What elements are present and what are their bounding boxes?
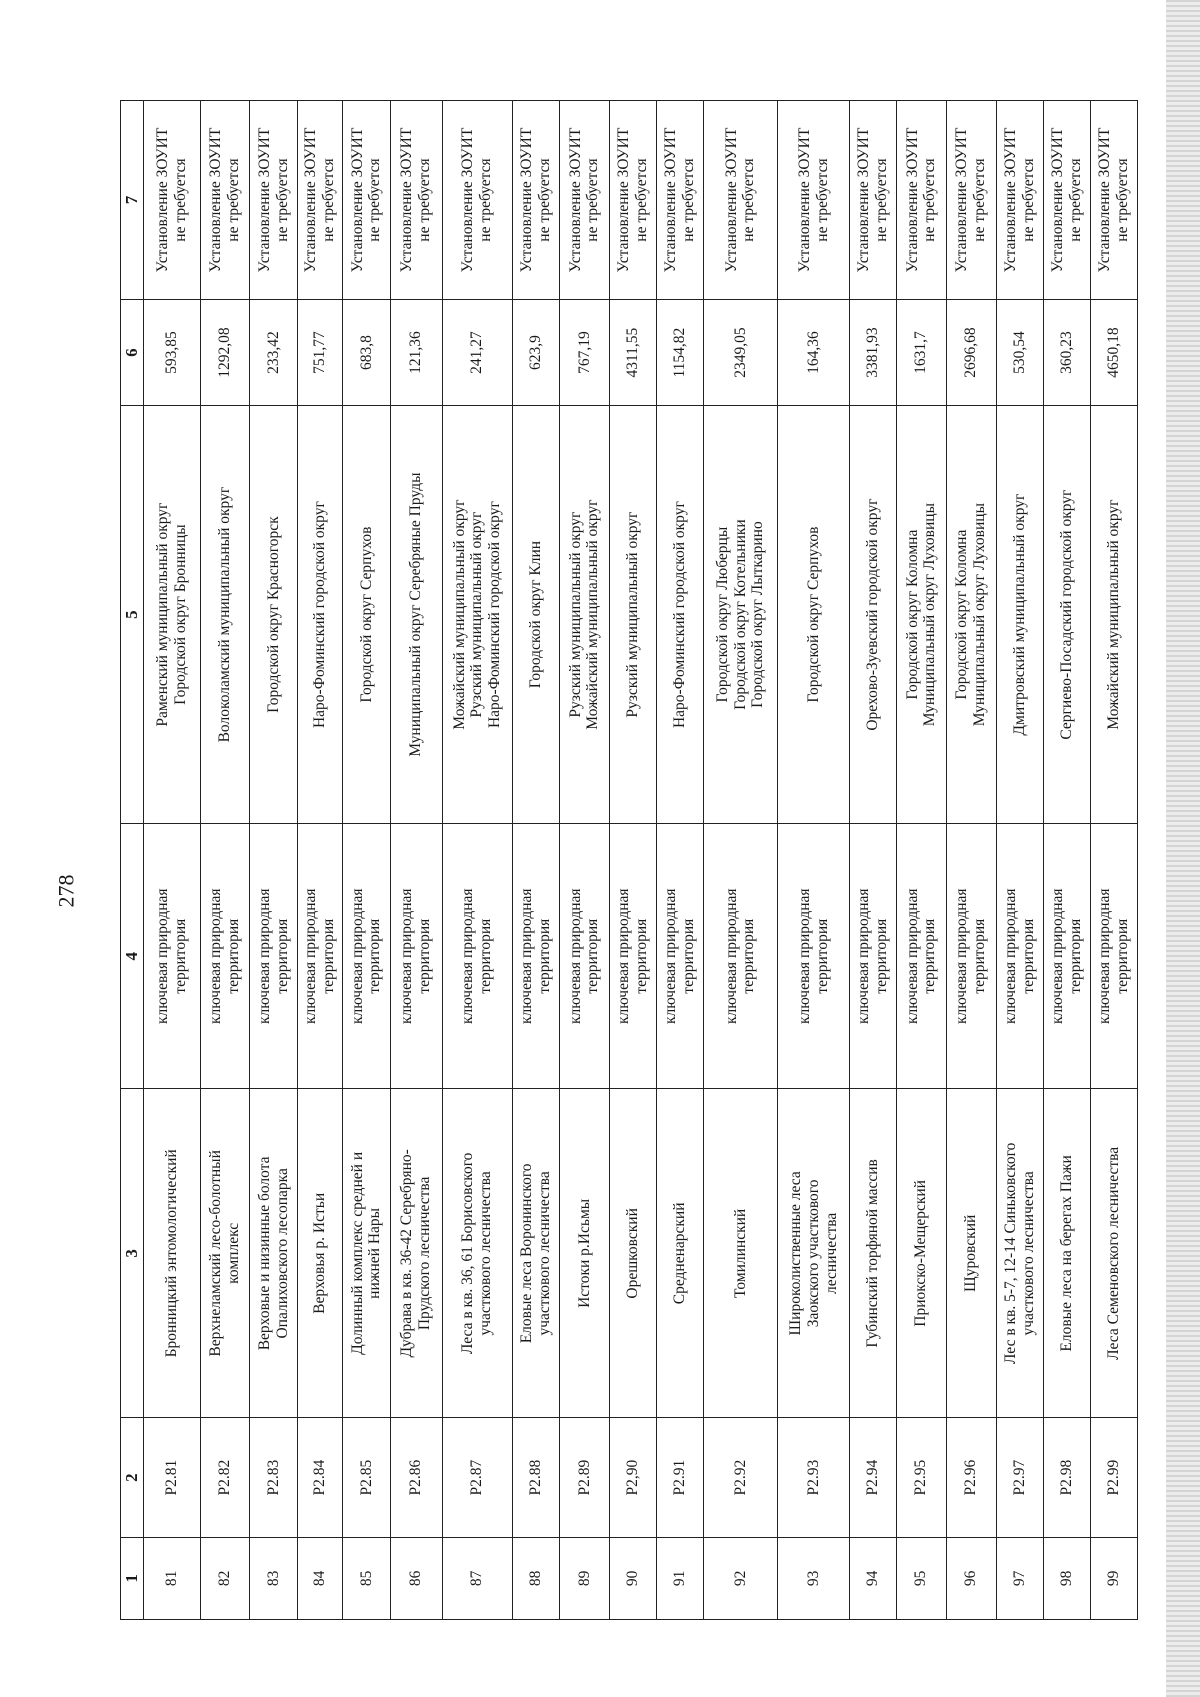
row-name: Приокско-Мещерский [896, 1089, 946, 1418]
row-zouit: Установление ЗОУИТ не требуется [343, 101, 391, 300]
row-number: 87 [442, 1537, 512, 1619]
row-type: ключевая природная территория [559, 824, 610, 1089]
row-code: P2.86 [390, 1418, 442, 1537]
row-code: P2.87 [442, 1418, 512, 1537]
column-header: 5 [121, 406, 144, 824]
table-row [703, 101, 777, 1620]
row-number: 83 [249, 1537, 298, 1619]
column-header: 4 [121, 824, 144, 1089]
table-row [610, 101, 657, 1620]
row-name: Орешковский [610, 1089, 657, 1418]
row-area: 751,77 [298, 300, 343, 406]
row-location: Городской округ Коломна Муниципальный округ Луховицы [896, 406, 946, 824]
row-name: Лес в кв. 5-7, 12-14 Синьковского участкового лесничества [996, 1089, 1044, 1418]
row-number: 90 [610, 1537, 657, 1619]
row-name: Истоки р.Исьмы [559, 1089, 610, 1418]
row-number: 81 [143, 1537, 200, 1619]
column-header: 7 [121, 101, 144, 300]
row-location: Городской округ Люберцы Городской округ Котельники Городской округ Лыткарино [703, 406, 777, 824]
row-number: 88 [512, 1537, 559, 1619]
table-rotated-wrapper [120, 100, 1138, 1620]
row-name: Верховые и низинные болота Опалиховского лесопарка [249, 1089, 298, 1418]
table-body [143, 101, 1137, 1620]
row-location: Сергиево-Посадский городской округ [1044, 406, 1091, 824]
row-number: 94 [850, 1537, 897, 1619]
row-type: ключевая природная территория [850, 824, 897, 1089]
column-header: 3 [121, 1089, 144, 1418]
table-row [657, 101, 704, 1620]
row-zouit: Установление ЗОУИТ не требуется [1044, 101, 1091, 300]
row-name: Верховья р. Истьи [298, 1089, 343, 1418]
row-area: 164,36 [778, 300, 850, 406]
row-number: 92 [703, 1537, 777, 1619]
row-area: 593,85 [143, 300, 200, 406]
row-area: 4311,55 [610, 300, 657, 406]
table-row [512, 101, 559, 1620]
row-code: P2.93 [778, 1418, 850, 1537]
column-header: 2 [121, 1418, 144, 1537]
row-zouit: Установление ЗОУИТ не требуется [512, 101, 559, 300]
row-number: 99 [1091, 1537, 1138, 1619]
table-row [946, 101, 996, 1620]
table-row [1091, 101, 1138, 1620]
row-type: ключевая природная территория [442, 824, 512, 1089]
row-zouit: Установление ЗОУИТ не требуется [442, 101, 512, 300]
row-location: Дмитровский муниципальный округ [996, 406, 1044, 824]
row-area: 623,9 [512, 300, 559, 406]
row-location: Раменский муниципальный округ Городской округ Бронницы [143, 406, 200, 824]
row-zouit: Установление ЗОУИТ не требуется [249, 101, 298, 300]
row-type: ключевая природная территория [896, 824, 946, 1089]
row-type: ключевая природная территория [946, 824, 996, 1089]
row-code: P2.97 [996, 1418, 1044, 1537]
row-area: 233,42 [249, 300, 298, 406]
row-name: Еловые леса на берегах Пажи [1044, 1089, 1091, 1418]
row-code: P2,90 [610, 1418, 657, 1537]
data-table [120, 100, 1138, 1620]
table-row [298, 101, 343, 1620]
row-location: Можайский муниципальный округ [1091, 406, 1138, 824]
row-type: ключевая природная территория [298, 824, 343, 1089]
table-row [442, 101, 512, 1620]
table-row [200, 101, 249, 1620]
table-row [778, 101, 850, 1620]
row-zouit: Установление ЗОУИТ не требуется [778, 101, 850, 300]
row-zouit: Установление ЗОУИТ не требуется [390, 101, 442, 300]
row-location: Можайский муниципальный округ Рузский муниципальный округ Наро-Фоминский городской округ [442, 406, 512, 824]
row-number: 97 [996, 1537, 1044, 1619]
row-area: 767,19 [559, 300, 610, 406]
row-number: 98 [1044, 1537, 1091, 1619]
row-type: ключевая природная территория [996, 824, 1044, 1089]
row-name: Губинский торфяной массив [850, 1089, 897, 1418]
table-row [850, 101, 897, 1620]
row-zouit: Установление ЗОУИТ не требуется [610, 101, 657, 300]
scan-edge-border [1166, 0, 1200, 1697]
row-code: P2.92 [703, 1418, 777, 1537]
row-zouit: Установление ЗОУИТ не требуется [703, 101, 777, 300]
row-name: Бронницкий энтомологический [143, 1089, 200, 1418]
row-type: ключевая природная территория [390, 824, 442, 1089]
table-row [249, 101, 298, 1620]
row-area: 683,8 [343, 300, 391, 406]
page-number-text: 278 [53, 874, 78, 908]
row-location: Рузский муниципальный округ [610, 406, 657, 824]
row-area: 1292,08 [200, 300, 249, 406]
table-row [143, 101, 200, 1620]
row-zouit: Установление ЗОУИТ не требуется [559, 101, 610, 300]
row-name: Леса в кв. 36, 61 Борисовского участкового лесничества [442, 1089, 512, 1418]
row-zouit: Установление ЗОУИТ не требуется [946, 101, 996, 300]
table-row [559, 101, 610, 1620]
row-code: P2.91 [657, 1418, 704, 1537]
row-zouit: Установление ЗОУИТ не требуется [896, 101, 946, 300]
row-number: 95 [896, 1537, 946, 1619]
row-code: P2.85 [343, 1418, 391, 1537]
row-name: Верхнеламский лесо-болотный комплекс [200, 1089, 249, 1418]
row-zouit: Установление ЗОУИТ не требуется [657, 101, 704, 300]
row-zouit: Установление ЗОУИТ не требуется [298, 101, 343, 300]
table-header-row [121, 101, 144, 1620]
row-number: 82 [200, 1537, 249, 1619]
row-name: Леса Семеновского лесничества [1091, 1089, 1138, 1418]
row-type: ключевая природная территория [703, 824, 777, 1089]
row-zouit: Установление ЗОУИТ не требуется [996, 101, 1044, 300]
row-number: 89 [559, 1537, 610, 1619]
table-row [343, 101, 391, 1620]
row-type: ключевая природная территория [249, 824, 298, 1089]
row-name: Дубрава в кв. 36-42 Серебряно- Прудского лесничества [390, 1089, 442, 1418]
row-zouit: Установление ЗОУИТ не требуется [1091, 101, 1138, 300]
row-type: ключевая природная территория [143, 824, 200, 1089]
row-name: Средненарский [657, 1089, 704, 1418]
row-code: P2.88 [512, 1418, 559, 1537]
page-number [48, 856, 84, 926]
row-type: ключевая природная территория [200, 824, 249, 1089]
column-header: 6 [121, 300, 144, 406]
table-row [996, 101, 1044, 1620]
row-name: Еловые леса Воронинского участкового лесничества [512, 1089, 559, 1418]
row-number: 93 [778, 1537, 850, 1619]
row-zouit: Установление ЗОУИТ не требуется [850, 101, 897, 300]
row-area: 241,27 [442, 300, 512, 406]
row-area: 2349,05 [703, 300, 777, 406]
row-location: Наро-Фоминский городской округ [657, 406, 704, 824]
row-code: P2.89 [559, 1418, 610, 1537]
row-type: ключевая природная территория [1044, 824, 1091, 1089]
column-header: 1 [121, 1537, 144, 1619]
row-type: ключевая природная территория [610, 824, 657, 1089]
row-number: 86 [390, 1537, 442, 1619]
row-name: Томилинский [703, 1089, 777, 1418]
row-type: ключевая природная территория [778, 824, 850, 1089]
row-code: P2.94 [850, 1418, 897, 1537]
row-name: Широколиственные леса Заокского участкового лесничества [778, 1089, 850, 1418]
row-location: Городской округ Коломна Муниципальный округ Луховицы [946, 406, 996, 824]
row-code: P2.99 [1091, 1418, 1138, 1537]
row-area: 121,36 [390, 300, 442, 406]
row-area: 360,23 [1044, 300, 1091, 406]
row-number: 91 [657, 1537, 704, 1619]
row-zouit: Установление ЗОУИТ не требуется [200, 101, 249, 300]
row-code: P2.84 [298, 1418, 343, 1537]
row-code: P2.96 [946, 1418, 996, 1537]
row-type: ключевая природная территория [512, 824, 559, 1089]
row-name: Щуровский [946, 1089, 996, 1418]
row-number: 84 [298, 1537, 343, 1619]
row-number: 85 [343, 1537, 391, 1619]
row-area: 3381,93 [850, 300, 897, 406]
table-row [896, 101, 946, 1620]
table-row [390, 101, 442, 1620]
row-type: ключевая природная территория [343, 824, 391, 1089]
row-code: P2.83 [249, 1418, 298, 1537]
row-location: Наро-Фоминский городской округ [298, 406, 343, 824]
row-location: Орехово-Зуевский городской округ [850, 406, 897, 824]
row-zouit: Установление ЗОУИТ не требуется [143, 101, 200, 300]
row-area: 1631,7 [896, 300, 946, 406]
row-name: Долинный комплекс средней и нижней Нары [343, 1089, 391, 1418]
row-code: P2.98 [1044, 1418, 1091, 1537]
row-location: Городской округ Клин [512, 406, 559, 824]
row-code: P2.95 [896, 1418, 946, 1537]
row-area: 530,54 [996, 300, 1044, 406]
row-location: Волоколамский муниципальный округ [200, 406, 249, 824]
row-location: Городской округ Серпухов [778, 406, 850, 824]
row-area: 2696,68 [946, 300, 996, 406]
row-type: ключевая природная территория [1091, 824, 1138, 1089]
row-code: P2.81 [143, 1418, 200, 1537]
table-row [1044, 101, 1091, 1620]
row-area: 4650,18 [1091, 300, 1138, 406]
row-location: Муниципальный округ Серебряные Пруды [390, 406, 442, 824]
row-location: Городской округ Серпухов [343, 406, 391, 824]
row-number: 96 [946, 1537, 996, 1619]
row-area: 1154,82 [657, 300, 704, 406]
row-code: P2.82 [200, 1418, 249, 1537]
row-location: Рузский муниципальный округ Можайский муниципальный округ [559, 406, 610, 824]
row-location: Городской округ Красногорск [249, 406, 298, 824]
row-type: ключевая природная территория [657, 824, 704, 1089]
